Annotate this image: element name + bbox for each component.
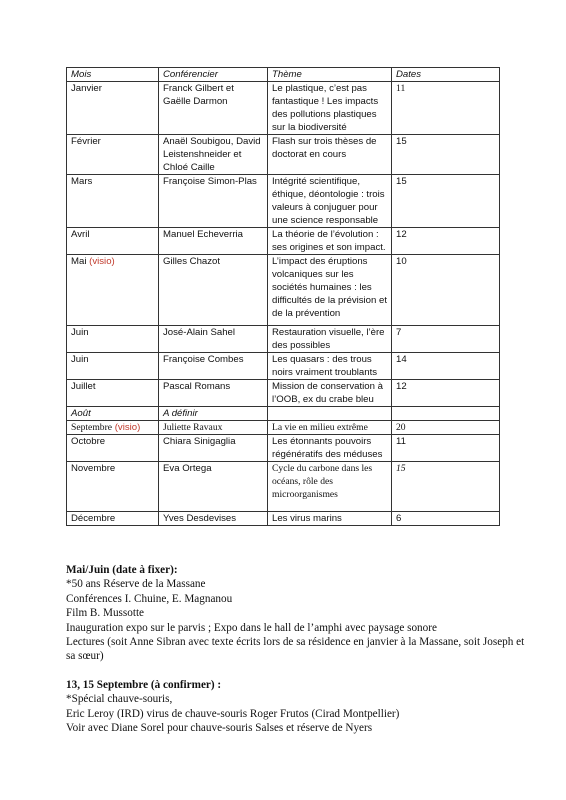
cell-date: 7 <box>392 326 500 353</box>
cell-date <box>392 407 500 421</box>
header-mois: Mois <box>67 68 159 82</box>
cell-theme: La théorie de l’évolution : ses origines et son impact. <box>268 228 392 255</box>
cell-theme: Flash sur trois thèses de doctorat en cours <box>268 135 392 175</box>
cell-conferencier: A définir <box>159 407 268 421</box>
note-line: Voir avec Diane Sorel pour chauve-souris Salses et réserve de Nyers <box>66 722 373 735</box>
table-row <box>67 421 500 435</box>
cell-conferencier: Anaël Soubigou, David Leistenshneider et Chloé Caille <box>159 135 268 175</box>
cell-theme: Mission de conservation à l’OOB, ex du crabe bleu <box>268 380 392 407</box>
table-row <box>67 228 500 255</box>
visio-tag: (visio) <box>89 256 115 267</box>
note-line: Inauguration expo sur le parvis ; Expo dans le hall de l’amphi avec paysage sonore <box>66 621 437 634</box>
cell-date: 12 <box>392 228 500 255</box>
table-row <box>67 255 500 326</box>
cell-mois: Janvier <box>67 82 159 135</box>
conference-schedule-table <box>66 67 500 526</box>
cell-conferencier: Françoise Simon-Plas <box>159 175 268 228</box>
table-row <box>67 326 500 353</box>
cell-date: 11 <box>392 435 500 462</box>
cell-theme <box>268 255 392 326</box>
cell-date: 15 <box>392 462 500 512</box>
table-row <box>67 407 500 421</box>
table-row <box>67 462 500 512</box>
note-line: Lectures (soit Anne Sibran avec texte écrits lors de sa résidence en janvier à la Massane, soit Joseph et sa sœur) <box>66 636 525 663</box>
cell-date: 20 <box>392 421 500 435</box>
table-row <box>67 435 500 462</box>
table-header-row <box>67 68 500 82</box>
cell-conferencier: Eva Ortega <box>159 462 268 512</box>
note-line: Eric Leroy (IRD) virus de chauve-souris Roger Frutos (Cirad Montpellier) <box>66 707 400 720</box>
cell-mois: Février <box>67 135 159 175</box>
cell-date: 12 <box>392 380 500 407</box>
cell-mois: Juillet <box>67 380 159 407</box>
cell-theme: Les virus marins <box>268 512 392 526</box>
mois-label: Septembre <box>71 422 113 433</box>
notes-section <box>66 563 536 735</box>
cell-mois <box>67 255 159 326</box>
cell-conferencier: Franck Gilbert et Gaëlle Darmon <box>159 82 268 135</box>
cell-mois: Octobre <box>67 435 159 462</box>
cell-conferencier: Juliette Ravaux <box>159 421 268 435</box>
note-line: *Spécial chauve-souris, <box>66 693 173 706</box>
table-row <box>67 135 500 175</box>
section-title-septembre: 13, 15 Septembre (à confirmer) : <box>66 678 222 691</box>
cell-conferencier: Pascal Romans <box>159 380 268 407</box>
cell-mois: Mars <box>67 175 159 228</box>
note-line: *50 ans Réserve de la Massane <box>66 578 206 591</box>
table-row <box>67 380 500 407</box>
cell-theme: La vie en milieu extrême <box>268 421 392 435</box>
cell-theme <box>268 462 392 512</box>
cell-mois <box>67 421 159 435</box>
cell-date: 15 <box>392 175 500 228</box>
cell-mois: Décembre <box>67 512 159 526</box>
cell-conferencier: Chiara Sinigaglia <box>159 435 268 462</box>
visio-tag: (visio) <box>114 422 141 433</box>
cell-date: 14 <box>392 353 500 380</box>
cell-date: 6 <box>392 512 500 526</box>
cell-theme: Les étonnants pouvoirs régénératifs des méduses <box>268 435 392 462</box>
cell-conferencier: Manuel Echeverria <box>159 228 268 255</box>
cell-mois: Juin <box>67 353 159 380</box>
cell-conferencier: Gilles Chazot <box>159 255 268 326</box>
cell-mois: Août <box>67 407 159 421</box>
cell-conferencier: José-Alain Sahel <box>159 326 268 353</box>
table-row <box>67 512 500 526</box>
note-line: Conférences I. Chuine, E. Magnanou <box>66 592 233 605</box>
cell-theme: Intégrité scientifique, éthique, déontologie : trois valeurs à conjuguer pour une science responsable <box>268 175 392 228</box>
mois-label: Mai <box>71 256 87 267</box>
note-line: Film B. Mussotte <box>66 607 145 620</box>
section-title-mai-juin: Mai/Juin (date à fixer): <box>66 564 178 576</box>
cell-date: 15 <box>392 135 500 175</box>
cell-conferencier: Françoise Combes <box>159 353 268 380</box>
cell-date: 10 <box>392 255 500 326</box>
cell-theme: Le plastique, c’est pas fantastique ! Les impacts des pollutions plastiques sur la biodiversité <box>268 82 392 135</box>
table-row <box>67 353 500 380</box>
cell-mois: Novembre <box>67 462 159 512</box>
cell-theme: Les quasars : des trous noirs vraiment troublants <box>268 353 392 380</box>
theme-text: Cycle du carbone dans les océans, rôle des microorganismes <box>272 463 373 500</box>
cell-mois: Avril <box>67 228 159 255</box>
cell-theme: Restauration visuelle, l’ère des possibles <box>268 326 392 353</box>
header-dates: Dates <box>392 68 500 82</box>
header-theme: Thème <box>268 68 392 82</box>
cell-mois: Juin <box>67 326 159 353</box>
theme-text: L’impact des éruptions volcaniques sur les sociétés humaines : les difficultés de la prévision et de la prévention <box>272 256 388 319</box>
cell-conferencier: Yves Desdevises <box>159 512 268 526</box>
table-row <box>67 82 500 135</box>
header-conferencier: Conférencier <box>159 68 268 82</box>
cell-date: 11 <box>392 82 500 135</box>
cell-theme <box>268 407 392 421</box>
table-row <box>67 175 500 228</box>
